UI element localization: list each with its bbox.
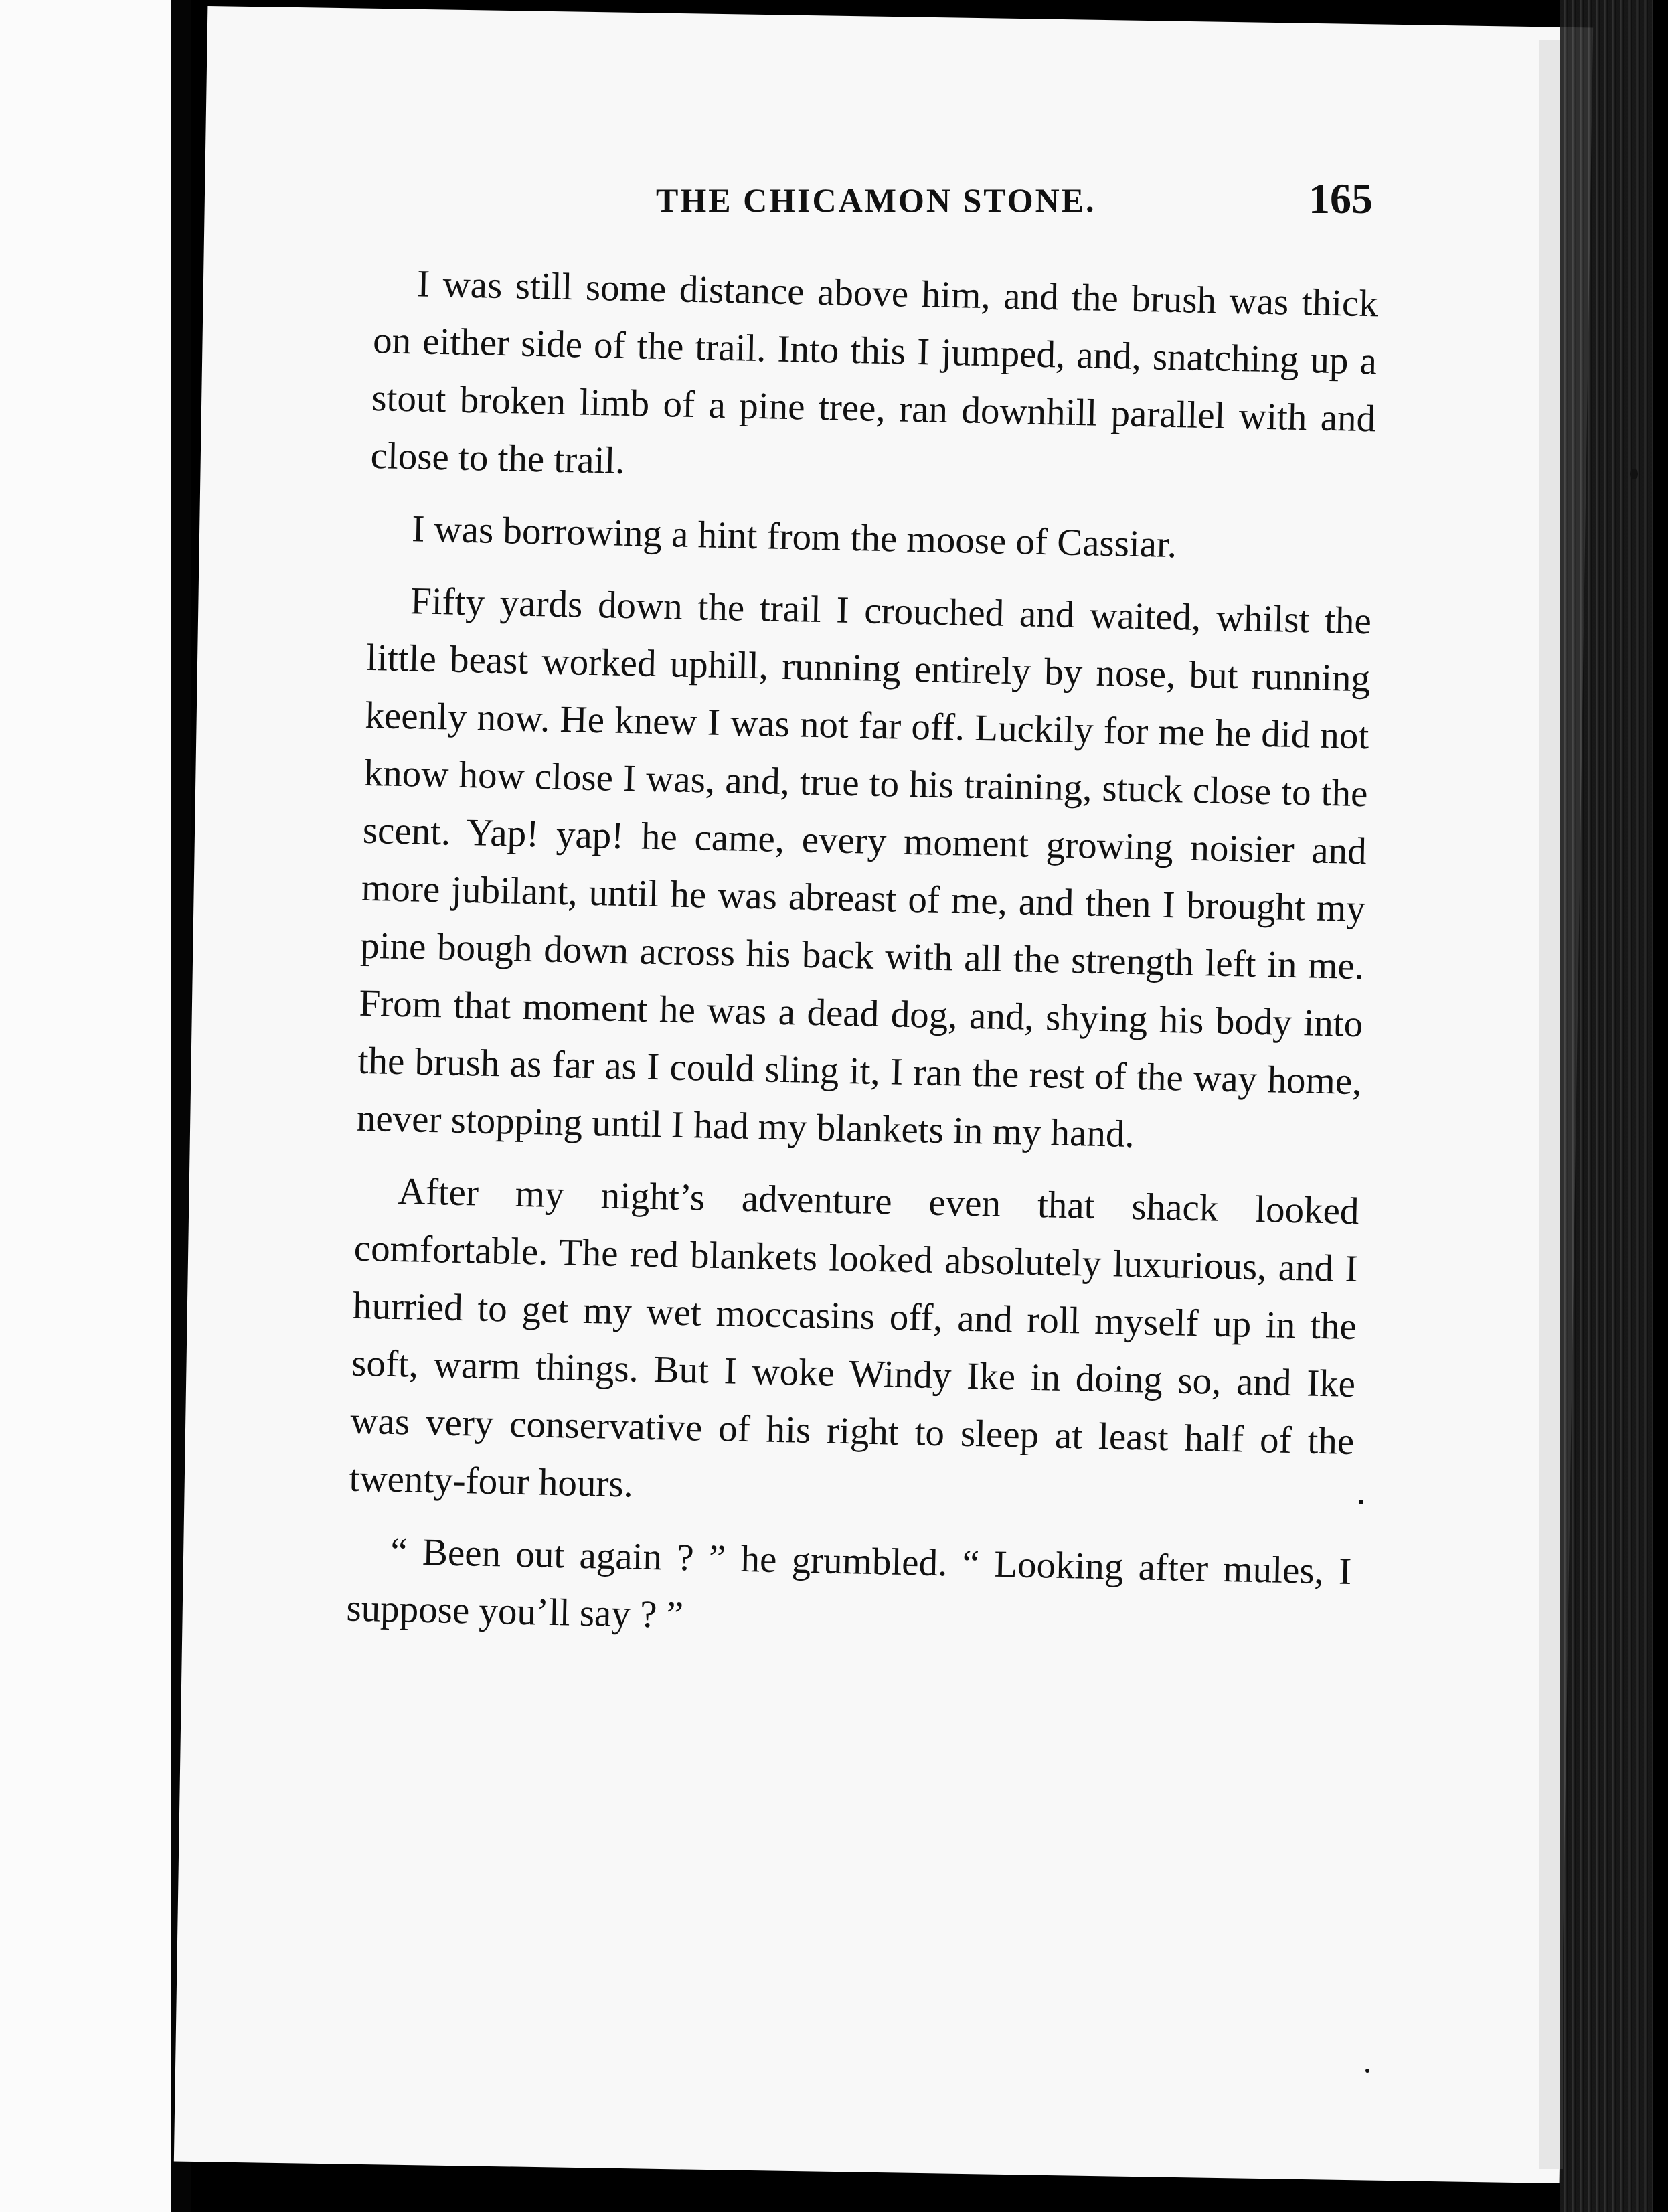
running-head	[469, 174, 1406, 234]
paragraph: After my night’s adventure even that shack looked comfortable. The red blankets looked absolutely luxurious, and I hurried to get my wet moccasins off, and roll myself up in the soft, warm things. But I woke Windy Ike in doing so, and Ike was very conservative of his right to sleep at least half of the twenty-four hours.	[349, 1170, 1360, 1506]
scan-speck	[1359, 1500, 1363, 1504]
paragraph: “ Been out again ? ” he grumbled. “ Looking after mules, I suppose you’ll say ? ”	[345, 1530, 1352, 1637]
paragraph: Fifty yards down the trail I crouched and waited, whilst the little beast worked uphill, running entirely by nose, but running keenly now. He knew I was not far off. Luckily for me he did not know how close I was, and, true to his training, stuck close to the scent. Yap! yap! he came, every moment growing noisier and more jubilant, until he was abreast of me, and then I brought my pine bough down across his back with all the strength left in me. From that moment he was a dead dog, and, shying his body into the brush as far as I could sling it, I ran the rest of the way home, never stopping until I had my blankets in my hand.	[356, 580, 1372, 1156]
book-edge	[1560, 0, 1653, 2212]
body-text	[345, 254, 1378, 1673]
scan-speck	[1630, 469, 1638, 479]
paragraph: I was still some distance above him, and the brush was thick on either side of the trail. Into this I jumped, and, snatching up a stout broken limb of a pine tree, ran downhill parallel with and close to the trail.	[370, 262, 1379, 482]
page-number: 165	[1309, 175, 1373, 222]
paragraph: I was borrowing a hint from the moose of Cassiar.	[411, 507, 1177, 566]
facing-page-strip	[0, 0, 171, 2212]
scan-speck	[1365, 2069, 1369, 2073]
running-title: THE CHICAMON STONE.	[656, 181, 1096, 219]
